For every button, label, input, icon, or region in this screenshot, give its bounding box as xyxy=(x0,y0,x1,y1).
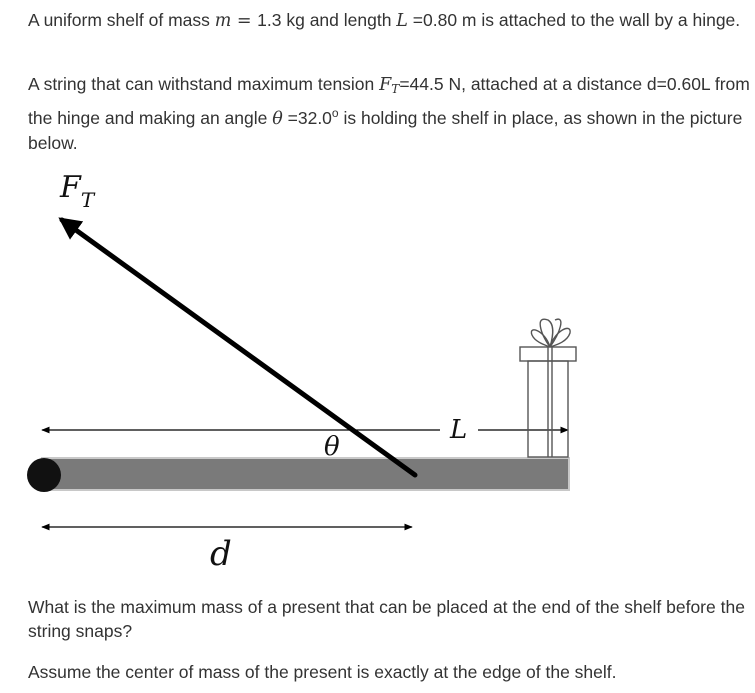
degree-superscript: o xyxy=(331,106,339,120)
length-variable: L xyxy=(396,11,408,31)
mass-value: 1.3 kg and length xyxy=(257,10,397,30)
string-tension-arrow xyxy=(62,220,415,475)
tension-label xyxy=(59,170,96,212)
tension-subscript: T xyxy=(391,82,400,96)
tension-label-symbol: F xyxy=(60,170,81,205)
text-segment: =0.80 m is attached to the wall by a hinge. xyxy=(407,10,741,30)
shelf xyxy=(42,458,569,490)
question-text: What is the maximum mass of a present that can be placed at the end of the shelf before the string snaps? xyxy=(28,597,745,641)
problem-statement-string xyxy=(28,72,753,155)
text-segment: A uniform shelf of mass xyxy=(28,10,215,30)
text-segment: A string that can withstand maximum tension xyxy=(28,74,380,94)
tension-label-subscript: T xyxy=(80,188,95,212)
text-segment: =32.0 xyxy=(282,107,332,128)
distance-label: d xyxy=(210,534,232,574)
angle-label: θ xyxy=(324,432,340,462)
length-label: L xyxy=(450,415,468,445)
angle-variable: θ xyxy=(272,108,283,129)
text-segment: is holding the shelf in place, as shown in the picture below. xyxy=(28,107,743,153)
tension-variable: F xyxy=(379,75,392,95)
mass-variable: m xyxy=(214,11,232,31)
problem-statement-shelf xyxy=(28,8,753,33)
assumption-text: Assume the center of mass of the present is exactly at the edge of the shelf. xyxy=(28,662,617,682)
hinge xyxy=(27,458,61,492)
text-segment: =44.5 N, attached at a distance d=0.60L from the hinge and making an angle xyxy=(28,74,750,128)
shelf-diagram xyxy=(0,165,755,585)
present-gift-drawing xyxy=(520,319,576,457)
equals-sign: = xyxy=(231,11,258,31)
